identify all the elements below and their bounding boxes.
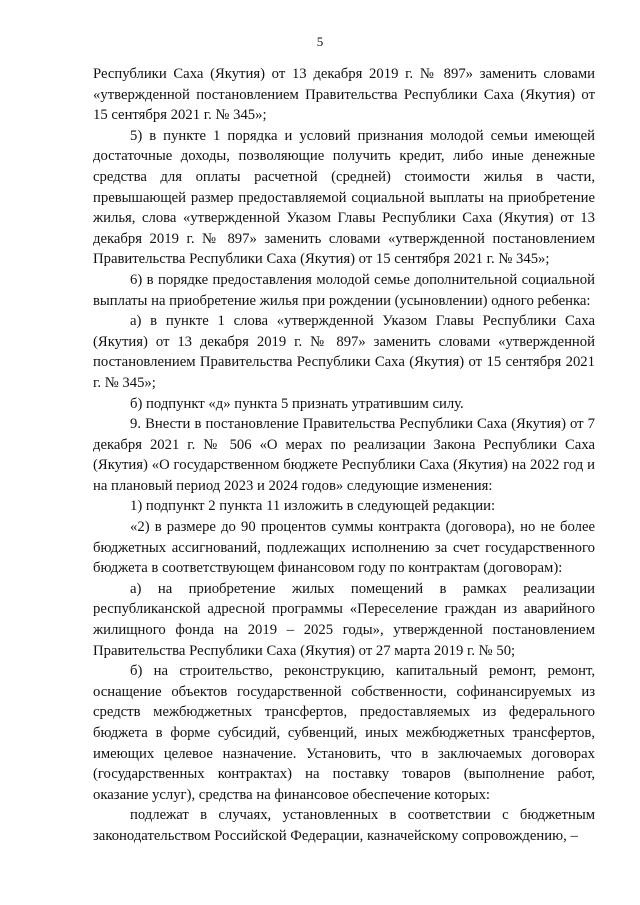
document-body: [93, 64, 595, 847]
page-number: 5: [316, 34, 324, 49]
paragraph-3: 6) в порядке предоставления молодой семье дополнительной социальной выплаты на приобретение жилья при рождении (усыновлении) одного ребенка:: [93, 271, 595, 309]
paragraph-4: а) в пункте 1 слова «утвержденной Указом Главы Республики Саха (Якутия) от 13 декабря 2019 г. № 897» заменить словами «утвержденной постановлением Правительства Республики Саха (Якутия) от 15 сентября 2021 г. № 345»;: [93, 313, 595, 391]
paragraph-7: 1) подпункт 2 пункта 11 изложить в следующей редакции:: [130, 498, 496, 515]
paragraph-8: «2) в размере до 90 процентов суммы контракта (договора), но не более бюджетных ассигнований, подлежащих исполнению за счет государственного бюджета в соответствующем финансовом году по контрактам (договорам):: [93, 519, 595, 577]
paragraph-6: 9. Внести в постановление Правительства Республики Саха (Якутия) от 7 декабря 2021 г. № 506 «О мерах по реализации Закона Республики Саха (Якутия) «О государственном бюджете Республики Саха (Якутия) на 2022 год и на плановый период 2023 и 2024 годов» следующие изменения:: [93, 416, 595, 494]
paragraph-5: б) подпункт «д» пункта 5 признать утратившим силу.: [130, 395, 464, 412]
paragraph-10: б) на строительство, реконструкцию, капитальный ремонт, ремонт, оснащение объектов государственной собственности, софинансируемых из средств межбюджетных трансфертов, предоставляемых из федерального бюджета в форме субсидий, субвенций, иных межбюджетных трансфертов, имеющих целевое назначение. Установить, что в заключаемых договорах (государственных контрактах) на поставку товаров (выполнение работ, оказание услуг), средства на финансовое обеспечение которых:: [93, 663, 595, 803]
paragraph-11: подлежат в случаях, установленных в соответствии с бюджетным законодательством Российской Федерации, казначейскому сопровождению, –: [93, 807, 595, 844]
paragraph-2: 5) в пункте 1 порядка и условий признания молодой семьи имеющей достаточные доходы, позволяющие получить кредит, либо иные денежные средства для оплаты расчетной (средней) стоимости жилья в части, превышающей размер предоставляемой социальной выплаты на приобретение жилья, слова «утвержденной Указом Главы Республики Саха (Якутия) от 13 декабря 2019 г. № 897» заменить словами «утвержденной постановлением Правительства Республики Саха (Якутия) от 15 сентября 2021 г. № 345»;: [93, 127, 595, 268]
paragraph-1: Республики Саха (Якутия) от 13 декабря 2019 г. № 897» заменить словами «утвержденной постановлением Правительства Республики Саха (Якутия) от 15 сентября 2021 г. № 345»;: [93, 66, 595, 124]
paragraph-9: а) на приобретение жилых помещений в рамках реализации республиканской адресной программы «Переселение граждан из аварийного жилищного фонда на 2019 – 2025 годы», утвержденной постановлением Правительства Республики Саха (Якутия) от 27 марта 2019 г. № 50;: [93, 580, 595, 659]
